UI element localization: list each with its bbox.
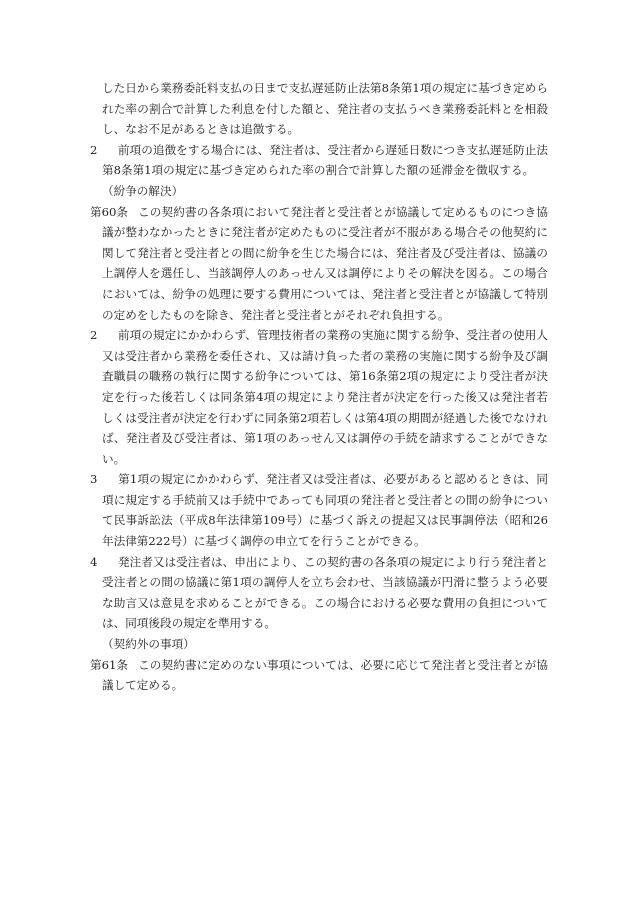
article-61 — [90, 655, 548, 696]
paragraph-number: 2 — [90, 142, 98, 157]
paragraph-number: 3 — [90, 472, 98, 487]
article-number: 第61条 — [90, 657, 128, 672]
article-60 — [90, 202, 548, 326]
article-60-paragraph-3 — [90, 469, 548, 551]
continued-paragraph — [90, 78, 548, 140]
article-60-paragraph-2 — [90, 325, 548, 469]
paragraph-2 — [90, 140, 548, 181]
article-60-paragraph-4 — [90, 552, 548, 634]
paragraph-text: 第1項の規定にかかわらず、発注者又は受注者は、必要があると認めるときは、同項に規定する手続前又は手続中であっても同項の発注者と受注者との間の紛争について民事訴訟法（平成8年法律第109号）に基づく訴えの提起又は民事調停法（昭和26年法律第222号）に基づく調停の申立てを行うことができる。 — [102, 472, 548, 549]
article-text: この契約書の各条項において発注者と受注者とが協議して定めるものにつき協議が整わなかったときに発注者が定めたものに受注者が不服がある場合その他契約に関して発注者と受注者との間に紛争を生じた場合には、発注者及び受注者は、協議の上調停人を選任し、当該調停人のあっせん又は調停によりその解決を図る。この場合においては、紛争の処理に要する費用については、発注者と受注者とが協議して特別の定めをしたものを除き、発注者と受注者とがそれぞれ負担する。 — [102, 204, 548, 322]
paragraph-text: 発注者又は受注者は、申出により、この契約書の各条項の規定により行う発注者と受注者との間の協議に第1項の調停人を立ち会わせ、当該協議が円滑に整うよう必要な助言又は意見を求めることができる。この場合における必要な費用の負担については、同項後段の規定を準用する。 — [102, 554, 548, 631]
continued-paragraph-text: した日から業務委託料支払の日まで支払遅延防止法第8条第1項の規定に基づき定められた率の割合で計算した利息を付した額と、発注者の支払うべき業務委託料とを相殺し、なお不足があるときは追徴する。 — [102, 81, 548, 137]
document-body — [90, 78, 548, 696]
article-text: この契約書に定めのない事項については、必要に応じて発注者と受注者とが協議して定める。 — [102, 657, 548, 693]
paragraph-text: 前項の規定にかかわらず、管理技術者の業務の実施に関する紛争、受注者の使用人又は受注者から業務を委任され、又は請け負った者の業務の実施に関する紛争及び調査職員の職務の執行に関する紛争については、第16条第2項の規定により受注者が決定を行った後若しくは同条第4項の規定により発注者が決定を行った後又は発注者若しくは受注者が決定を行わずに同条第2項若しくは第4項の期間が経過した後でなければ、発注者及び受注者は、第1項のあっせん又は調停の手続を請求することができない。 — [102, 328, 548, 466]
heading-matters-outside-contract: （契約外の事項） — [102, 637, 195, 652]
paragraph-number: 4 — [90, 554, 98, 569]
paragraph-number: 2 — [90, 328, 98, 343]
paragraph-text: 前項の追徴をする場合には、発注者は、受注者から遅延日数につき支払遅延防止法第8条第1項の規定に基づき定められた率の割合で計算した額の延滞金を徴収する。 — [102, 142, 548, 178]
article-number: 第60条 — [90, 204, 128, 219]
heading-dispute-resolution: （紛争の解決） — [102, 183, 184, 198]
